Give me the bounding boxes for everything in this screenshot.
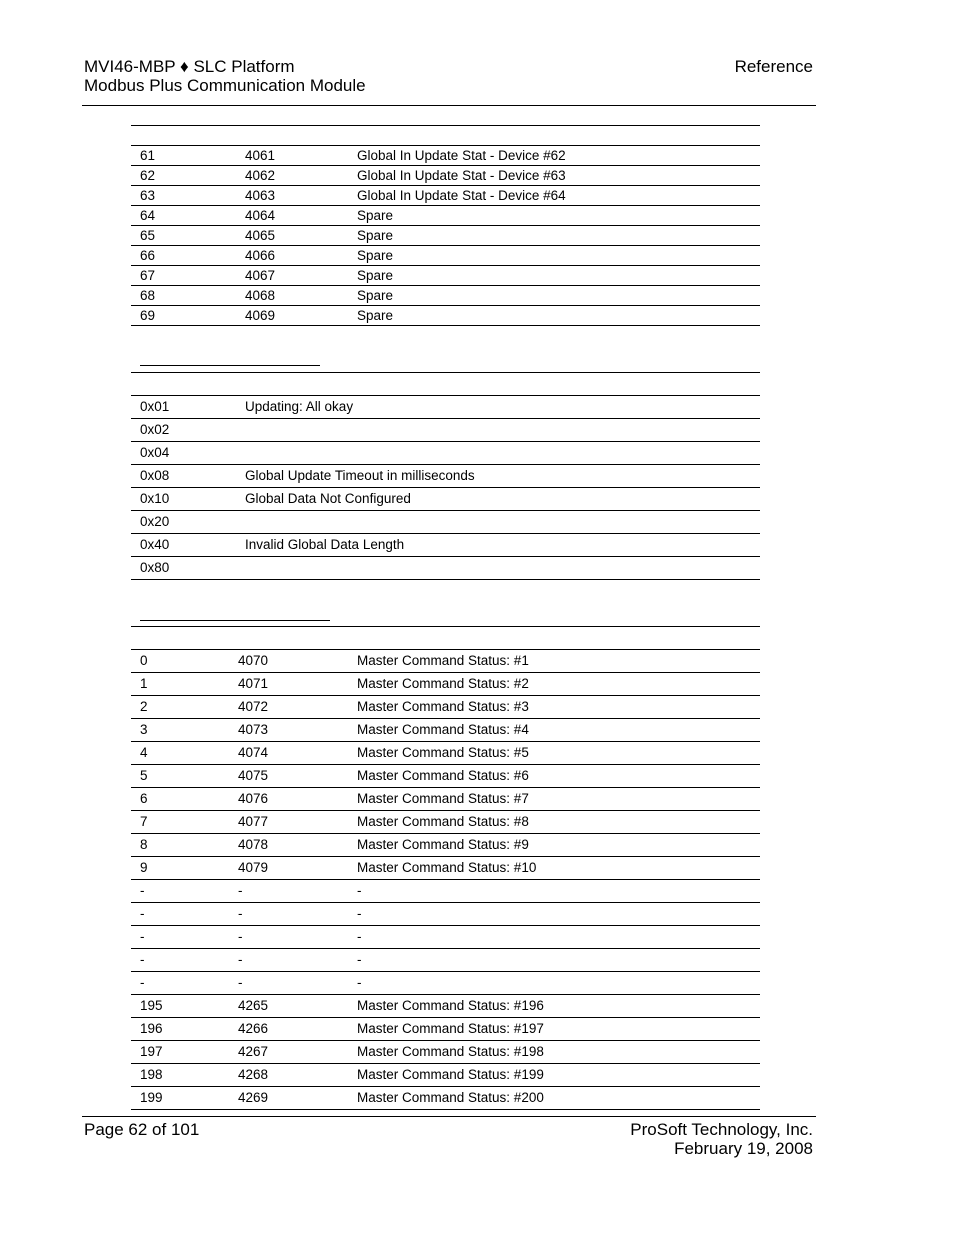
cell-offset: 195 (140, 998, 163, 1013)
cell-offset: 199 (140, 1090, 163, 1105)
cell-offset: - (140, 952, 145, 967)
table-row (131, 286, 760, 306)
cell-offset: - (140, 975, 145, 990)
table-row (131, 834, 760, 857)
cell-offset: 7 (140, 814, 148, 829)
global-in-update-status-table (131, 125, 760, 326)
cell-description: Master Command Status: #1 (357, 653, 529, 668)
table-row (131, 1041, 760, 1064)
table-body (131, 396, 760, 580)
cell-address: 4063 (245, 188, 276, 203)
table-row (131, 266, 760, 286)
header-title-block (84, 57, 366, 95)
table-row (131, 742, 760, 765)
table-row (131, 995, 760, 1018)
page-number: Page 62 of 101 (84, 1120, 200, 1139)
cell-code: 0x08 (140, 468, 170, 483)
cell-description: Master Command Status: #196 (357, 998, 544, 1013)
table-row (131, 465, 760, 488)
cell-description: Updating: All okay (245, 399, 354, 414)
cell-offset: 68 (140, 288, 156, 303)
cell-address: 4077 (238, 814, 269, 829)
cell-description: Master Command Status: #4 (357, 722, 529, 737)
cell-address: 4067 (245, 268, 276, 283)
table-row (131, 696, 760, 719)
table-row (131, 788, 760, 811)
cell-offset: 65 (140, 228, 156, 243)
cell-address: 4267 (238, 1044, 269, 1059)
cell-description: Global In Update Stat - Device #64 (357, 188, 566, 203)
table-row (131, 673, 760, 696)
table-caption-underline (140, 620, 330, 621)
cell-address: 4078 (238, 837, 269, 852)
cell-address: 4061 (245, 148, 276, 163)
doc-title: MVI46-MBP ♦ SLC Platform (84, 57, 295, 76)
cell-offset: 61 (140, 148, 156, 163)
header-divider (82, 105, 816, 106)
table-row (131, 534, 760, 557)
cell-code: 0x01 (140, 399, 170, 414)
cell-address: 4079 (238, 860, 269, 875)
table-row (131, 811, 760, 834)
cell-description: Global Update Timeout in milliseconds (245, 468, 475, 483)
table-row (131, 857, 760, 880)
master-command-status-table (131, 626, 760, 1110)
cell-description: - (357, 952, 362, 967)
company-name: ProSoft Technology, Inc. (630, 1120, 813, 1139)
cell-address: 4268 (238, 1067, 269, 1082)
cell-address: 4076 (238, 791, 269, 806)
cell-address: 4265 (238, 998, 269, 1013)
cell-description: Master Command Status: #5 (357, 745, 529, 760)
table-row (131, 557, 760, 580)
publish-date: February 19, 2008 (674, 1139, 813, 1158)
table-row (131, 972, 760, 995)
cell-offset: 3 (140, 722, 148, 737)
cell-offset: 2 (140, 699, 148, 714)
table-row (131, 146, 760, 166)
table-header (131, 372, 760, 396)
table-row (131, 1018, 760, 1041)
cell-description: - (357, 883, 362, 898)
cell-offset: 0 (140, 653, 148, 668)
cell-offset: 67 (140, 268, 156, 283)
cell-offset: - (140, 883, 145, 898)
table-body (131, 650, 760, 1110)
cell-code: 0x80 (140, 560, 170, 575)
footer-divider (82, 1116, 816, 1117)
table-header (131, 125, 760, 146)
cell-description: Global In Update Stat - Device #63 (357, 168, 566, 183)
table-row (131, 186, 760, 206)
cell-description: Spare (357, 248, 394, 263)
table-row (131, 419, 760, 442)
cell-description: Master Command Status: #3 (357, 699, 529, 714)
cell-address: - (238, 883, 243, 898)
cell-description: - (357, 906, 362, 921)
table-row (131, 719, 760, 742)
cell-description: Spare (357, 288, 394, 303)
cell-code: 0x40 (140, 537, 170, 552)
cell-offset: 9 (140, 860, 148, 875)
cell-address: 4070 (238, 653, 269, 668)
cell-description: - (357, 929, 362, 944)
cell-offset: 1 (140, 676, 148, 691)
cell-address: 4071 (238, 676, 269, 691)
cell-address: 4062 (245, 168, 276, 183)
table-row (131, 1064, 760, 1087)
table-header (131, 626, 760, 650)
cell-offset: 69 (140, 308, 156, 323)
table-row (131, 926, 760, 949)
cell-address: 4074 (238, 745, 269, 760)
cell-description: Global Data Not Configured (245, 491, 411, 506)
section-name: Reference (734, 57, 813, 76)
cell-offset: 62 (140, 168, 156, 183)
table-row (131, 166, 760, 186)
cell-description: Master Command Status: #198 (357, 1044, 544, 1059)
cell-address: - (238, 906, 243, 921)
table-row (131, 650, 760, 673)
cell-offset: 196 (140, 1021, 163, 1036)
table-row (131, 226, 760, 246)
table-row (131, 396, 760, 419)
table-row (131, 511, 760, 534)
cell-offset: 6 (140, 791, 148, 806)
table-row (131, 246, 760, 266)
table-row (131, 880, 760, 903)
table-row (131, 903, 760, 926)
cell-description: Spare (357, 308, 394, 323)
table-row (131, 488, 760, 511)
table-row (131, 1087, 760, 1110)
cell-code: 0x04 (140, 445, 170, 460)
cell-address: 4068 (245, 288, 276, 303)
cell-offset: 64 (140, 208, 156, 223)
cell-address: 4069 (245, 308, 276, 323)
table-body (131, 146, 760, 326)
cell-code: 0x20 (140, 514, 170, 529)
cell-description: Master Command Status: #197 (357, 1021, 544, 1036)
table-row (131, 765, 760, 788)
cell-description: Spare (357, 268, 394, 283)
cell-offset: 63 (140, 188, 156, 203)
cell-description: Master Command Status: #8 (357, 814, 529, 829)
footer-publisher-block (630, 1120, 813, 1158)
cell-offset: - (140, 906, 145, 921)
cell-offset: - (140, 929, 145, 944)
cell-offset: 4 (140, 745, 148, 760)
cell-address: 4064 (245, 208, 276, 223)
cell-description: Master Command Status: #9 (357, 837, 529, 852)
cell-code: 0x02 (140, 422, 170, 437)
cell-offset: 197 (140, 1044, 163, 1059)
table-row (131, 306, 760, 326)
cell-address: 4066 (245, 248, 276, 263)
cell-address: 4073 (238, 722, 269, 737)
cell-description: Spare (357, 228, 394, 243)
cell-description: - (357, 975, 362, 990)
table-row (131, 949, 760, 972)
cell-description: Master Command Status: #7 (357, 791, 529, 806)
cell-address: - (238, 952, 243, 967)
update-status-codes-table (131, 372, 760, 580)
table-row (131, 442, 760, 465)
cell-offset: 8 (140, 837, 148, 852)
cell-description: Master Command Status: #10 (357, 860, 537, 875)
cell-address: 4266 (238, 1021, 269, 1036)
cell-offset: 5 (140, 768, 148, 783)
cell-description: Global In Update Stat - Device #62 (357, 148, 566, 163)
table-row (131, 206, 760, 226)
doc-subtitle: Modbus Plus Communication Module (84, 76, 366, 95)
cell-description: Invalid Global Data Length (245, 537, 405, 552)
cell-address: 4269 (238, 1090, 269, 1105)
cell-description: Master Command Status: #2 (357, 676, 529, 691)
cell-address: 4072 (238, 699, 269, 714)
cell-description: Master Command Status: #6 (357, 768, 529, 783)
table-caption-underline (140, 365, 320, 366)
cell-offset: 66 (140, 248, 156, 263)
cell-description: Master Command Status: #200 (357, 1090, 544, 1105)
cell-description: Spare (357, 208, 394, 223)
cell-address: - (238, 929, 243, 944)
cell-address: 4065 (245, 228, 276, 243)
cell-address: - (238, 975, 243, 990)
cell-offset: 198 (140, 1067, 163, 1082)
cell-description: Master Command Status: #199 (357, 1067, 544, 1082)
cell-address: 4075 (238, 768, 269, 783)
cell-code: 0x10 (140, 491, 170, 506)
